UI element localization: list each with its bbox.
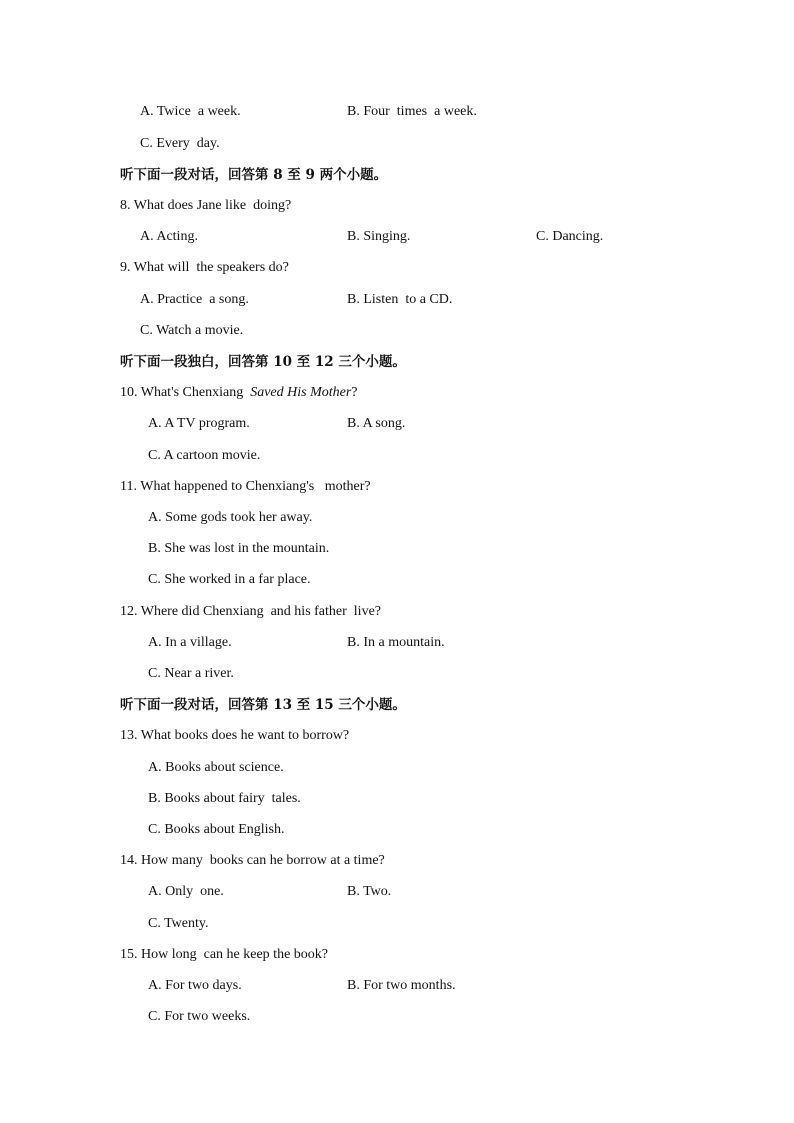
q12-option-a: A. In a village. (148, 635, 232, 650)
q12-option-c: C. Near a river. (148, 666, 234, 681)
section-heading-13-15: 听下面一段对话，回答第 13 至 15 三个小题。 (120, 697, 406, 713)
q7-option-b: B. Four times a week. (347, 104, 477, 119)
q15-option-c: C. For two weeks. (148, 1009, 251, 1024)
section-heading-8-9: 听下面一段对话，回答第 8 至 9 两个小题。 (120, 167, 388, 183)
q7-option-c: C. Every day. (140, 136, 220, 151)
q10-question-prefix: 10. What's Chenxiang (120, 385, 251, 400)
q11-question: 11. What happened to Chenxiang's mother? (120, 479, 371, 494)
q14-option-a: A. Only one. (148, 884, 224, 899)
q9-option-b: B. Listen to a CD. (347, 292, 453, 307)
q8-question: 8. What does Jane like doing? (120, 198, 292, 213)
q13-option-a: A. Books about science. (148, 760, 284, 775)
q11-option-c: C. She worked in a far place. (148, 572, 311, 587)
q14-question: 14. How many books can he borrow at a time? (120, 853, 385, 868)
q14-option-b: B. Two. (347, 884, 392, 899)
q15-question: 15. How long can he keep the book? (120, 947, 328, 962)
q8-option-b: B. Singing. (347, 229, 411, 244)
q10-option-b: B. A song. (347, 416, 406, 431)
q11-option-a: A. Some gods took her away. (148, 510, 313, 525)
q10-option-c: C. A cartoon movie. (148, 448, 261, 463)
q9-option-c: C. Watch a movie. (140, 323, 244, 338)
q13-question: 13. What books does he want to borrow? (120, 728, 350, 743)
q9-question: 9. What will the speakers do? (120, 260, 289, 275)
q10-question (120, 384, 358, 402)
q7-option-a: A. Twice a week. (140, 104, 241, 119)
q15-option-a: A. For two days. (148, 978, 242, 993)
section-heading-10-12: 听下面一段独白，回答第 10 至 12 三个小题。 (120, 354, 406, 370)
q11-option-b: B. She was lost in the mountain. (148, 541, 330, 556)
q13-option-b: B. Books about fairy tales. (148, 791, 301, 806)
q10-option-a: A. A TV program. (148, 416, 250, 431)
q12-question: 12. Where did Chenxiang and his father live? (120, 604, 381, 619)
q9-option-a: A. Practice a song. (140, 292, 249, 307)
q12-option-b: B. In a mountain. (347, 635, 445, 650)
q14-option-c: C. Twenty. (148, 916, 209, 931)
q10-question-suffix: ? (351, 385, 358, 400)
q13-option-c: C. Books about English. (148, 822, 285, 837)
q8-option-c: C. Dancing. (536, 229, 604, 244)
q15-option-b: B. For two months. (347, 978, 456, 993)
q10-question-title: Saved His Mother (250, 385, 352, 400)
q8-option-a: A. Acting. (140, 229, 198, 244)
